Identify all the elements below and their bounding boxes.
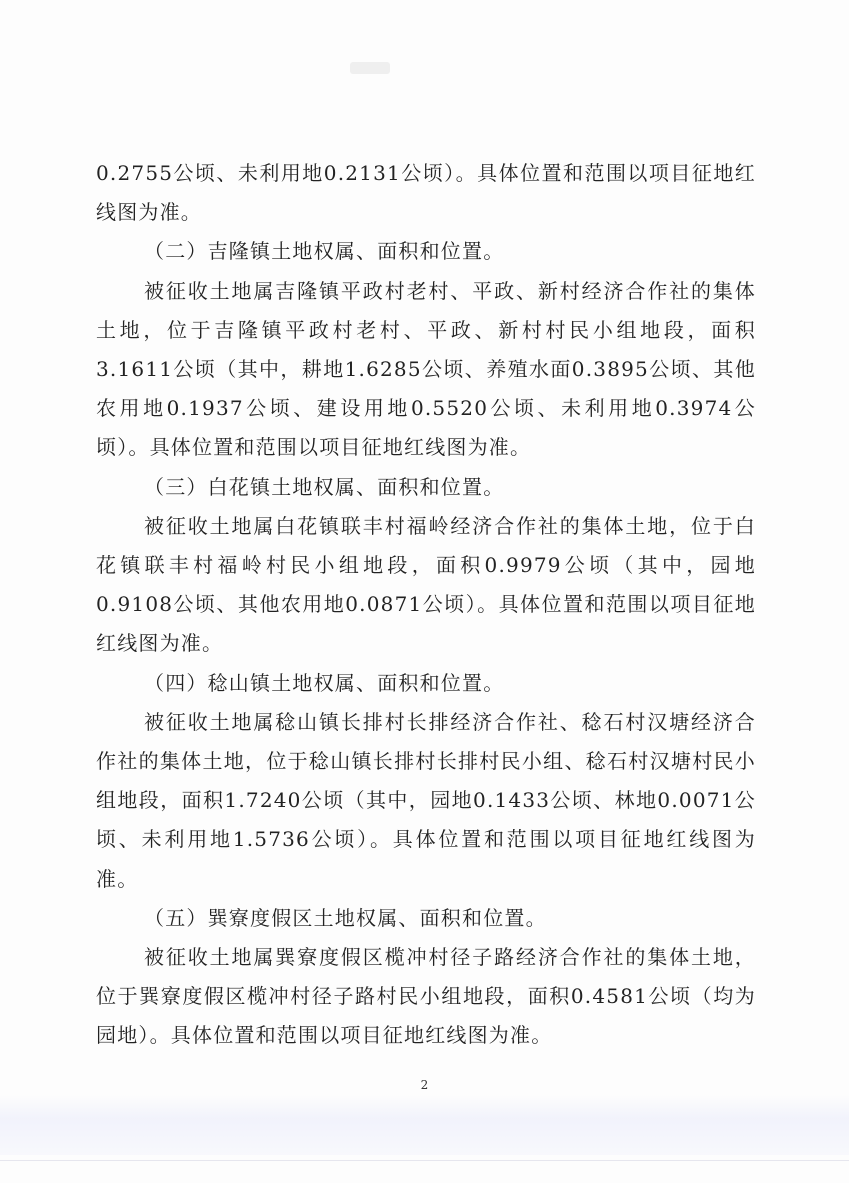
section-heading-xunliao: （五）巽寮度假区土地权属、面积和位置。 (144, 905, 547, 930)
paragraph-xunliao: 被征收土地属巽寮度假区榄冲村径子路经济合作社的集体土地，位于巽寮度假区榄冲村径子路村民小组地段，面积0.4581公顷（均为园地）。具体位置和范围以项目征地红线图为准。 (96, 945, 756, 1048)
paragraph-renshan: 被征收土地属稔山镇长排村长排经济合作社、稔石村汉塘经济合作社的集体土地，位于稔山镇长排村长排村民小组、稔石村汉塘村民小组地段，面积1.7240公顷（其中，园地0.1433公顷、林地0.0071公顷、未利用地1.5736公顷）。具体位置和范围以项目征地红线图为准。 (96, 709, 756, 891)
scan-artifact-band (0, 1095, 849, 1155)
page-number: 2 (420, 1078, 429, 1092)
scan-smudge (350, 62, 390, 74)
section-heading-renshan: （四）稔山镇土地权属、面积和位置。 (144, 670, 505, 695)
paragraph-baihua: 被征收土地属白花镇联丰村福岭经济合作社的集体土地，位于白花镇联丰村福岭村民小组地段，面积0.9979公顷（其中，园地0.9108公顷、其他农用地0.0871公顷）。具体位置和范围以项目征地红线图为准。 (96, 513, 756, 656)
section-heading-baihua: （三）白花镇土地权属、面积和位置。 (144, 474, 505, 499)
document-body (96, 154, 756, 1056)
section-heading-jilong: （二）吉隆镇土地权属、面积和位置。 (144, 239, 505, 264)
scan-edge-line (0, 1160, 849, 1161)
paragraph-jilong: 被征收土地属吉隆镇平政村老村、平政、新村经济合作社的集体土地，位于吉隆镇平政村老村、平政、新村村民小组地段，面积3.1611公顷（其中，耕地1.6285公顷、养殖水面0.3895公顷、其他农用地0.1937公顷、建设用地0.5520公顷、未利用地0.3974公顷）。具体位置和范围以项目征地红线图为准。 (96, 278, 756, 460)
paragraph-continuation: 0.2755公顷、未利用地0.2131公顷）。具体位置和范围以项目征地红线图为准。 (96, 161, 756, 225)
